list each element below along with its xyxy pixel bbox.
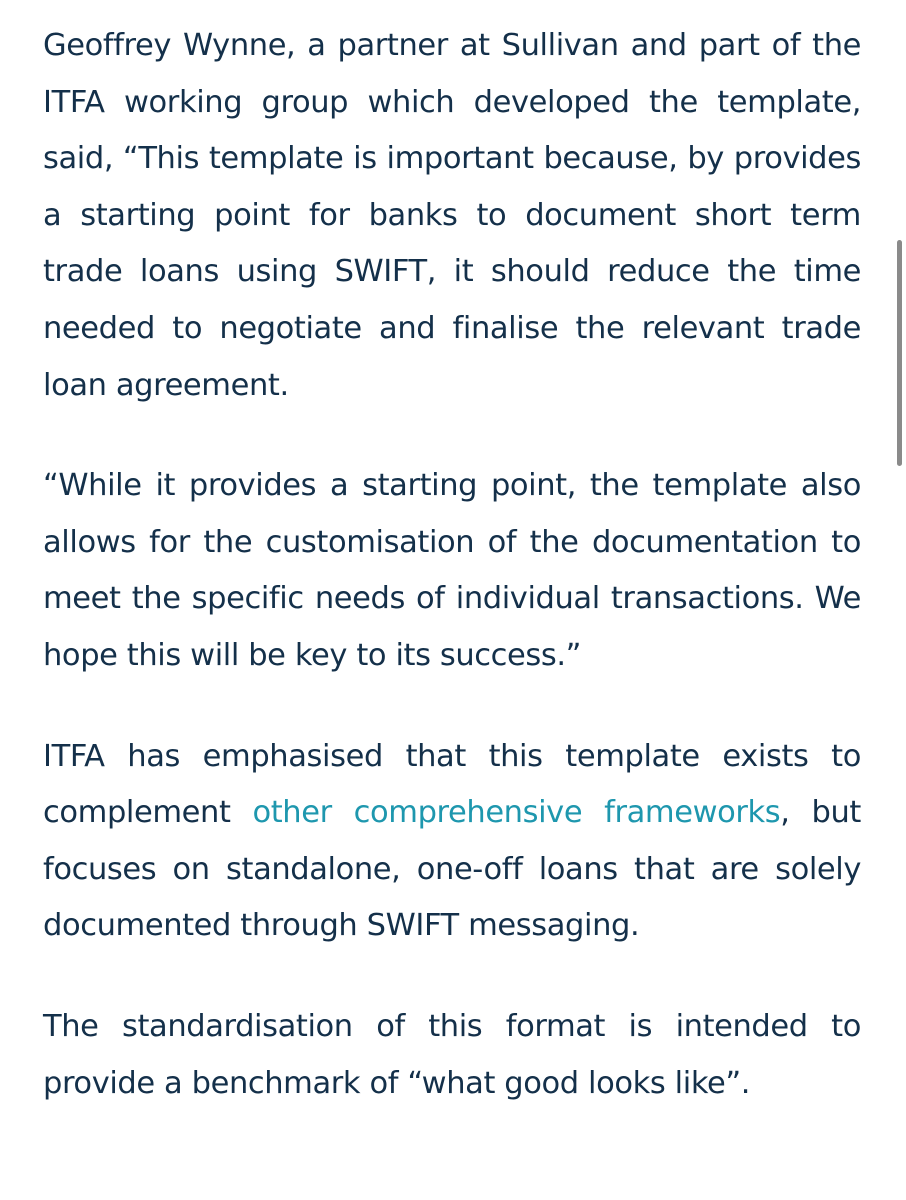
other-frameworks-link[interactable]: other comprehensive frameworks: [252, 795, 781, 831]
paragraph-quote-wynne: Geoffrey Wynne, a partner at Sullivan and part of the ITFA working group which developed the template, said, “This template is important because, by provides a starting point for banks to document short term trade loans using SWIFT, it should reduce the time needed to negotiate and finalise the relevant trade loan agreement.: [43, 28, 861, 403]
paragraph-frameworks-lead: ITFA has emphasised that this template exists to complement: [43, 738, 861, 831]
article-body: [43, 18, 861, 1112]
paragraph-frameworks: [43, 729, 861, 955]
paragraph-standardisation: The standardisation of this format is intended to provide a benchmark of “what good looks like”.: [43, 1008, 861, 1101]
paragraph-frameworks-tail: , but focuses on standalone, one-off loans that are solely documented through SWIFT messaging.: [43, 795, 861, 944]
scrollbar-thumb[interactable]: [897, 240, 902, 466]
paragraph-quote-customisation: “While it provides a starting point, the template also allows for the customisation of the documentation to meet the specific needs of individual transactions. We hope this will be key to its success.”: [43, 468, 861, 673]
